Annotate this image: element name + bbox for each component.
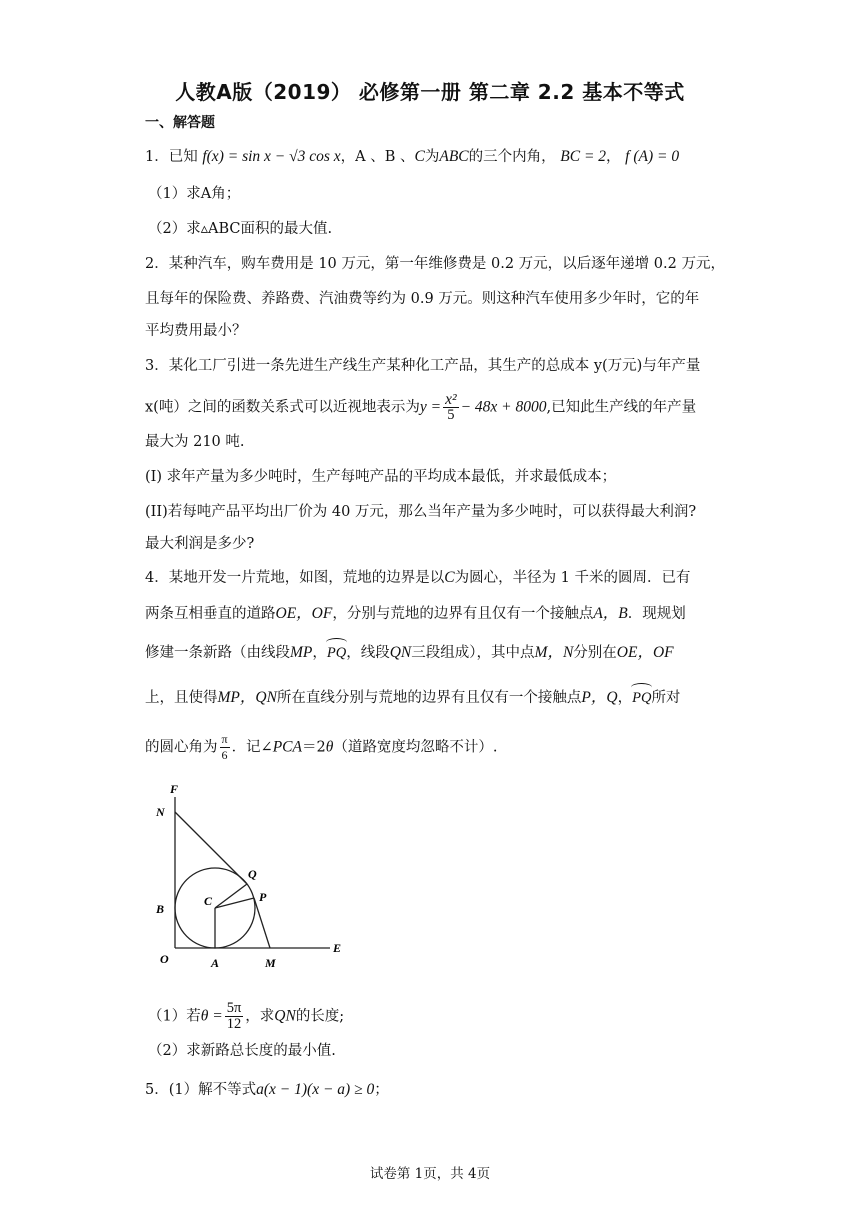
q4-l2a: 两条互相垂直的道路	[145, 606, 276, 622]
q3-line-1: 3．某化工厂引进一条先进生产线生产某种化工产品，其生产的总成本 y(万元)与年产量	[145, 358, 701, 374]
label-b: B	[156, 902, 165, 916]
geometry-figure	[140, 775, 360, 975]
segment-nq	[175, 812, 247, 884]
q4-l3b: ，线段	[346, 645, 390, 661]
q2-line-1: 2．某种汽车，购车费用是 10 万元，第一年维修费是 0.2 万元，以后逐年递增 0.2 万元，	[145, 256, 725, 272]
q4-oe-of-2: OE，OF	[616, 644, 674, 661]
q3-line-3: 最大为 210 吨.	[145, 434, 245, 450]
q4-pq-arc-2: PQ	[632, 690, 652, 706]
q4-line-3	[145, 643, 674, 663]
q4-l3d: 分别在	[573, 645, 617, 661]
q4-p1-den: 12	[226, 1016, 242, 1032]
q4-part-2: （2）求新路总长度的最小值.	[148, 1043, 336, 1059]
q4-part-1	[148, 1001, 344, 1032]
q4-pi-over-6	[220, 732, 230, 763]
q4-l5d: （道路宽度均忽略不计）.	[333, 739, 498, 756]
q4-l5c: ＝2	[302, 739, 326, 756]
q1-part-1: （1）求A角；	[148, 186, 241, 202]
q1-function: f(x) = sin x − √3 cos x	[202, 148, 341, 165]
label-n: N	[156, 805, 165, 819]
q1-part-2: （2）求▵ABC面积的最大值.	[148, 221, 333, 237]
q3-line-2a: x(吨）之间的函数关系式可以近视地表示为	[145, 399, 420, 416]
q4-pq-arc: PQ	[326, 645, 347, 661]
q1-fa: f (A) = 0	[625, 148, 680, 165]
label-p: P	[259, 890, 267, 904]
label-o: O	[160, 952, 169, 966]
label-c: C	[204, 894, 213, 908]
q3-part-1: (I) 求年产量为多少吨时，生产每吨产品的平均成本最低，并求最低成本；	[145, 469, 617, 485]
q5-pre: (1）解不等式	[168, 1082, 257, 1098]
q4-l5a: 的圆心角为	[145, 739, 218, 756]
q4-pca: PCA	[272, 738, 302, 756]
q5-inequality: a(x − 1)(x − a) ≥ 0	[256, 1081, 375, 1098]
q4-pi: π	[221, 732, 228, 746]
q4-l5b: ．记∠	[231, 739, 273, 756]
q4-line-5	[145, 732, 497, 763]
q4-l1b: 为圆心，半径为 1 千米的圆周．已有	[454, 570, 691, 586]
q4-theta: θ	[325, 738, 334, 756]
q3-part-2: (II)若每吨产品平均出厂价为 40 万元，那么当年产量为多少吨时，可以获得最大利润?	[145, 504, 697, 520]
q3-fraction	[443, 392, 459, 423]
segment-pm	[254, 898, 270, 948]
q1-number: 1．	[145, 149, 169, 165]
q4-p1a: （1）若	[148, 1008, 201, 1025]
q4-ab: A，B	[593, 605, 628, 622]
page-title: 人教A版（2019） 必修第一册 第二章 2.2 基本不等式	[175, 80, 685, 104]
q4-l4b: 所在直线分别与荒地的边界有且仅有一个接触点	[276, 690, 582, 706]
q4-p1-theta: θ =	[200, 1007, 223, 1025]
q1-c: C	[414, 148, 425, 165]
q3-line-2	[145, 392, 696, 423]
question-1-line-1	[145, 147, 679, 167]
q4-l3c: 三段组成），其中点	[411, 645, 535, 661]
section-heading: 一、解答题	[145, 115, 215, 131]
q4-mp: MP	[290, 644, 313, 661]
page-footer: 试卷第 1页，共 4页	[369, 1166, 491, 1182]
q4-p1-fraction	[225, 1001, 244, 1032]
q1-sep: ，	[606, 149, 621, 165]
label-f: F	[170, 782, 179, 796]
question-5	[145, 1080, 389, 1100]
q3-line-2b: ,已知此生产线的年产量	[546, 399, 697, 416]
q4-l3a: 修建一条新路（由线段	[145, 645, 290, 661]
label-m: M	[265, 956, 276, 970]
q3-part-2b: 最大利润是多少?	[145, 536, 255, 552]
q3-y: y =	[419, 398, 442, 416]
q4-sep: ，	[312, 645, 327, 661]
q4-p1-qn: QN	[274, 1007, 296, 1025]
label-e: E	[333, 941, 342, 955]
q5-number: 5．	[145, 1082, 169, 1098]
q4-qn: QN	[389, 644, 412, 661]
q4-oe-of: OE，OF	[275, 605, 333, 622]
q4-l4d: 所对	[651, 690, 681, 706]
q4-l2b: ，分别与荒地的边界有且仅有一个接触点	[332, 606, 594, 622]
q3-rest: − 48x + 8000	[460, 398, 547, 416]
q4-c: C	[444, 569, 455, 586]
q4-six: 6	[221, 748, 228, 762]
q3-frac-num: x²	[445, 391, 457, 408]
q4-line-2	[145, 604, 686, 624]
q4-line-1	[145, 568, 691, 588]
q1-mid3: 的三个内角，	[468, 149, 556, 165]
q4-l4a: 上，且使得	[145, 690, 218, 706]
q2-line-2: 且每年的保险费、养路费、汽油费等约为 0.9 万元。则这种汽车使用多少年时，它的年	[145, 291, 700, 307]
q4-p1-num: 5π	[226, 1000, 242, 1016]
q1-mid2: 为	[424, 149, 440, 165]
q4-p1b: ，求	[245, 1008, 275, 1025]
q1-pre: 已知	[168, 149, 198, 165]
q1-abc: ABC	[439, 148, 469, 165]
q2-line-3: 平均费用最小？	[145, 323, 247, 339]
q4-p1c: 的长度;	[295, 1008, 345, 1025]
q4-pq-points: P，Q	[581, 689, 618, 706]
q4-mp-qn: MP，QN	[217, 689, 277, 706]
q1-mid1: ，A 、B 、	[340, 149, 415, 165]
q4-line-4	[145, 688, 680, 708]
q5-post: ；	[374, 1082, 389, 1098]
label-a: A	[211, 956, 220, 970]
q4-l4c: ，	[617, 690, 633, 706]
label-q: Q	[248, 867, 257, 881]
q4-mn: M，N	[534, 644, 574, 661]
q4-l1a: 4．某地开发一片荒地，如图，荒地的边界是以	[145, 570, 445, 586]
q3-frac-den: 5	[447, 407, 455, 423]
q4-l2c: ．现规划	[627, 606, 686, 622]
q1-bc: BC = 2	[560, 148, 607, 165]
